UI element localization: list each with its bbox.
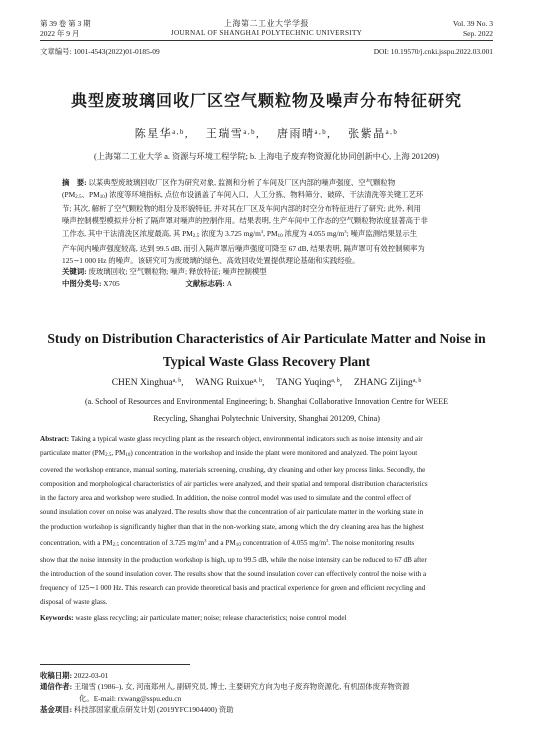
cn-abstract-label: 摘 要: (62, 178, 87, 187)
en-abstract-label: Abstract: (40, 435, 70, 443)
header-date-en: Sep. 2022 (463, 29, 493, 38)
en-abstract-line: Taking a typical waste glass recycling plant as the research object, environmental indicators such as noise intensity and air (70, 435, 423, 443)
chinese-affiliation: (上海第二工业大学 a. 资源与环境工程学院; b. 上海电子废弃物资源化协同创新中心, 上海 201209) (93, 152, 439, 161)
author-chen-en: CHEN Xinghua (111, 378, 173, 388)
cn-abstract-text: (PM (62, 189, 76, 199)
author-sup: a,b (385, 129, 399, 136)
en-abstract-line: show that the noise intensity in the production workshop is high, up to 99.5 dB, while the noise intensity can be reduced to 67 dB after (40, 555, 427, 564)
header-journal-cn: 上海第二工业大学学报 (224, 19, 309, 28)
en-abstract-text: ) concentration in the workshop and inside the plant were monitored and analyzed. The point layout (130, 449, 418, 458)
footnotes (40, 670, 493, 716)
author-sup: a,b (314, 129, 328, 136)
en-abstract-line: the production workshop is significantly higher than that in the non-working state, among which the dry cleaning area has the highest (40, 522, 424, 531)
en-abstract-text: particulate matter (PM (40, 449, 106, 458)
en-abstract-text: and a PM (206, 538, 236, 547)
fund: 科技部国家重点研发计划 (2019YFC1904400) 资助 (73, 705, 234, 715)
corresponding-author: 王瑞雪 (1986–), 女, 河南郑州人, 副研究员, 博士, 主要研究方向为电子废弃物资源化, 有机固体废弃物资源 (73, 682, 410, 692)
author-sup: a,b (172, 129, 185, 136)
en-abstract-sub: 10 (235, 542, 241, 548)
english-affiliation-line2: Recycling, Shanghai Polytechnic University, Shanghai 201209, China) (153, 414, 380, 423)
cn-keywords-label: 关键词: (62, 267, 87, 277)
doc-code-label: 文献标志码: (185, 278, 225, 288)
cn-abstract-sup: 3 (344, 229, 347, 235)
cn-keywords: 废玻璃回收; 空气颗粒物; 噪声; 释放特征; 噪声控制模型 (88, 267, 267, 277)
corresponding-author-email: 化。E-mail: rxwang@sspu.edu.cn (79, 693, 182, 703)
chinese-authors: 陈星华$^{a,b}$, 王瑞雪$^{a,b}$, 唐雨晴$^{a,b}$, 张紫晶$^{a,b}$ (134, 128, 399, 140)
cn-abstract-line: 噪声控制模型模拟并分析了隔声罩对噪声的控制作用。结果表明, 生产车间中工作态的空气颗粒物浓度显著高于非 (62, 215, 428, 225)
chinese-abstract (62, 177, 474, 289)
cn-abstract-text: 、PM (81, 189, 100, 199)
author-wang-en: WANG Ruixue (195, 378, 254, 388)
cn-abstract-line: 节; 其次, 解析了空气颗粒物的组分及形貌特征, 并对其在厂区及车间内部的时空分布特征进行了研究; 此外, 利用 (62, 204, 421, 214)
header-journal-en: JOURNAL OF SHANGHAI POLYTECHNIC UNIVERSITY (170, 29, 363, 37)
clc-label: 中图分类号: (62, 278, 102, 288)
en-abstract-sub: 2.5 (105, 453, 112, 459)
author-sup: a, b (172, 378, 182, 384)
cn-abstract-line: 产车间内噪声强度较高, 达到 99.5 dB, 而引入隔声罩后噪声强度可降至 67 dB, 结果表明, 隔声罩可有效控制频率为 (62, 243, 425, 253)
corresponding-author-label: 通信作者: (40, 682, 73, 692)
received-date: 2022-03-01 (73, 671, 109, 680)
english-abstract (40, 432, 493, 625)
cn-abstract-text: ; 噪声监测结果显示生 (346, 229, 418, 239)
cn-abstract-text: 浓度为 4.055 mg/m (282, 229, 345, 239)
cn-abstract-sub: 10 (99, 193, 105, 200)
en-abstract-text: concentration of 3.725 mg/m (118, 538, 205, 547)
clc-value: X705 (103, 278, 120, 288)
cn-abstract-text: 工作态, 其中干法清洗区浓度最高, 其 PM (62, 229, 193, 239)
cn-abstract-text: , PM (263, 229, 278, 239)
header-volume-en: Vol. 39 No. 3 (452, 19, 493, 28)
author-sup: a, b (253, 378, 263, 384)
en-keywords: waste glass recycling; air particulate matter; noise; release characteristics; noise control model (75, 614, 347, 623)
en-abstract-text: concentration of 4.055 mg/m (240, 538, 327, 547)
doc-code-value: A (226, 278, 233, 288)
english-affiliation-line1: (a. School of Resources and Environmental Engineering; b. Shanghai Collaborative Innovation Centre for WEEE (84, 397, 449, 406)
cn-abstract-sub: 2.5 (75, 193, 82, 200)
english-title (0, 327, 533, 373)
cn-abstract-text: ) 浓度等环境指标, 点位布设涵盖了车间入口、人工分拣、物料筛分、破碎、干法清洗等关键工艺环 (104, 189, 424, 199)
fund-label: 基金项目: (40, 705, 73, 715)
cn-abstract-sub: 10 (277, 233, 283, 240)
author-tang-en: TANG Yuqing (276, 378, 332, 388)
article-number: 文章编号: 1001-4543(2022)01-0185-09 (40, 47, 160, 56)
en-abstract-sub: 2.5 (112, 542, 119, 548)
en-abstract-sup: 3 (204, 537, 207, 543)
chinese-title: 典型废玻璃回收厂区空气颗粒物及噪声分布特征研究 (70, 93, 462, 110)
author-tang: 唐雨晴 (277, 128, 315, 140)
header-rule (40, 40, 493, 41)
cn-abstract-sub: 2.5 (192, 233, 200, 240)
cn-abstract-text: 浓度为 3.725 mg/m (199, 229, 261, 239)
en-abstract-text: concentration, with a PM (40, 538, 113, 547)
en-abstract-line: composition and morphological characteristics of air particles were analyzed, and their spatial and temporal distribution characteristics (40, 480, 428, 489)
author-sup: a,b (243, 129, 256, 136)
en-abstract-line: the introduction of the sound insulation cover. The results show that the sound insulation cover can effectively control the noise with a (40, 569, 427, 578)
english-title-line1: Study on Distribution Characteristics of Air Particulate Matter and Noise in (47, 331, 486, 346)
received-label: 收稿日期: (40, 671, 73, 680)
en-abstract-line: frequency of 125∼1 000 Hz. This research can provide theoretical basis and practical experience for green and efficient recycling and (40, 583, 426, 592)
author-sup: a, b (331, 378, 340, 384)
footnote-rule (40, 664, 190, 665)
en-abstract-line: in the factory area and workshop were studied. In addition, the noise control model was used to simulate and the control effect of (40, 494, 412, 503)
en-abstract-sup: 3 (326, 537, 329, 543)
en-abstract-line: covered the workshop entrance, manual sorting, materials screening, crushing, dry cleaning and other key process links. Secondly, the (40, 466, 426, 475)
en-abstract-line: sound insulation cover on noise was analyzed. The results show that the concentration of air particulate matter in the working state in (40, 508, 424, 517)
author-wang: 王瑞雪 (205, 128, 244, 140)
en-keywords-label: Keywords: (40, 614, 74, 623)
author-zhang: 张紫晶 (348, 128, 386, 140)
author-sup: a, b (412, 378, 422, 384)
author-zhang-en: ZHANG Zijing (353, 378, 413, 388)
en-abstract-line: disposal of waste glass. (40, 598, 108, 607)
english-title-line2: Typical Waste Glass Recovery Plant (162, 354, 371, 369)
header-volume-cn: 第 39 卷 第 3 期 (40, 19, 91, 28)
en-abstract-text: . The noise monitoring results (328, 538, 415, 547)
doi: DOI: 10.19570/j.cnki.jsspu.2022.03.001 (373, 47, 493, 56)
cn-abstract-sup: 3 (260, 229, 264, 235)
english-affiliation (0, 393, 533, 427)
english-authors: CHEN Xinghua$^{a, b}$, WANG Ruixue$^{a, b}$, TANG Yuqing$^{a, b}$, ZHANG Zijing$^{a, b}$ (111, 378, 422, 388)
header-date-cn: 2022 年 9 月 (40, 29, 80, 38)
author-chen: 陈星华 (134, 128, 173, 140)
cn-abstract-line: 以某典型废玻璃回收厂区作为研究对象, 监测和分析了车间及厂区内部的噪声强度、空气颗粒物 (88, 178, 396, 187)
en-abstract-text: , PM (111, 449, 126, 458)
cn-abstract-line: 125∼1 000 Hz 的噪声。该研究可为废玻璃的绿色、高效回收处置提供理论基础和实践经验。 (62, 255, 360, 265)
en-abstract-sub: 10 (125, 453, 131, 459)
